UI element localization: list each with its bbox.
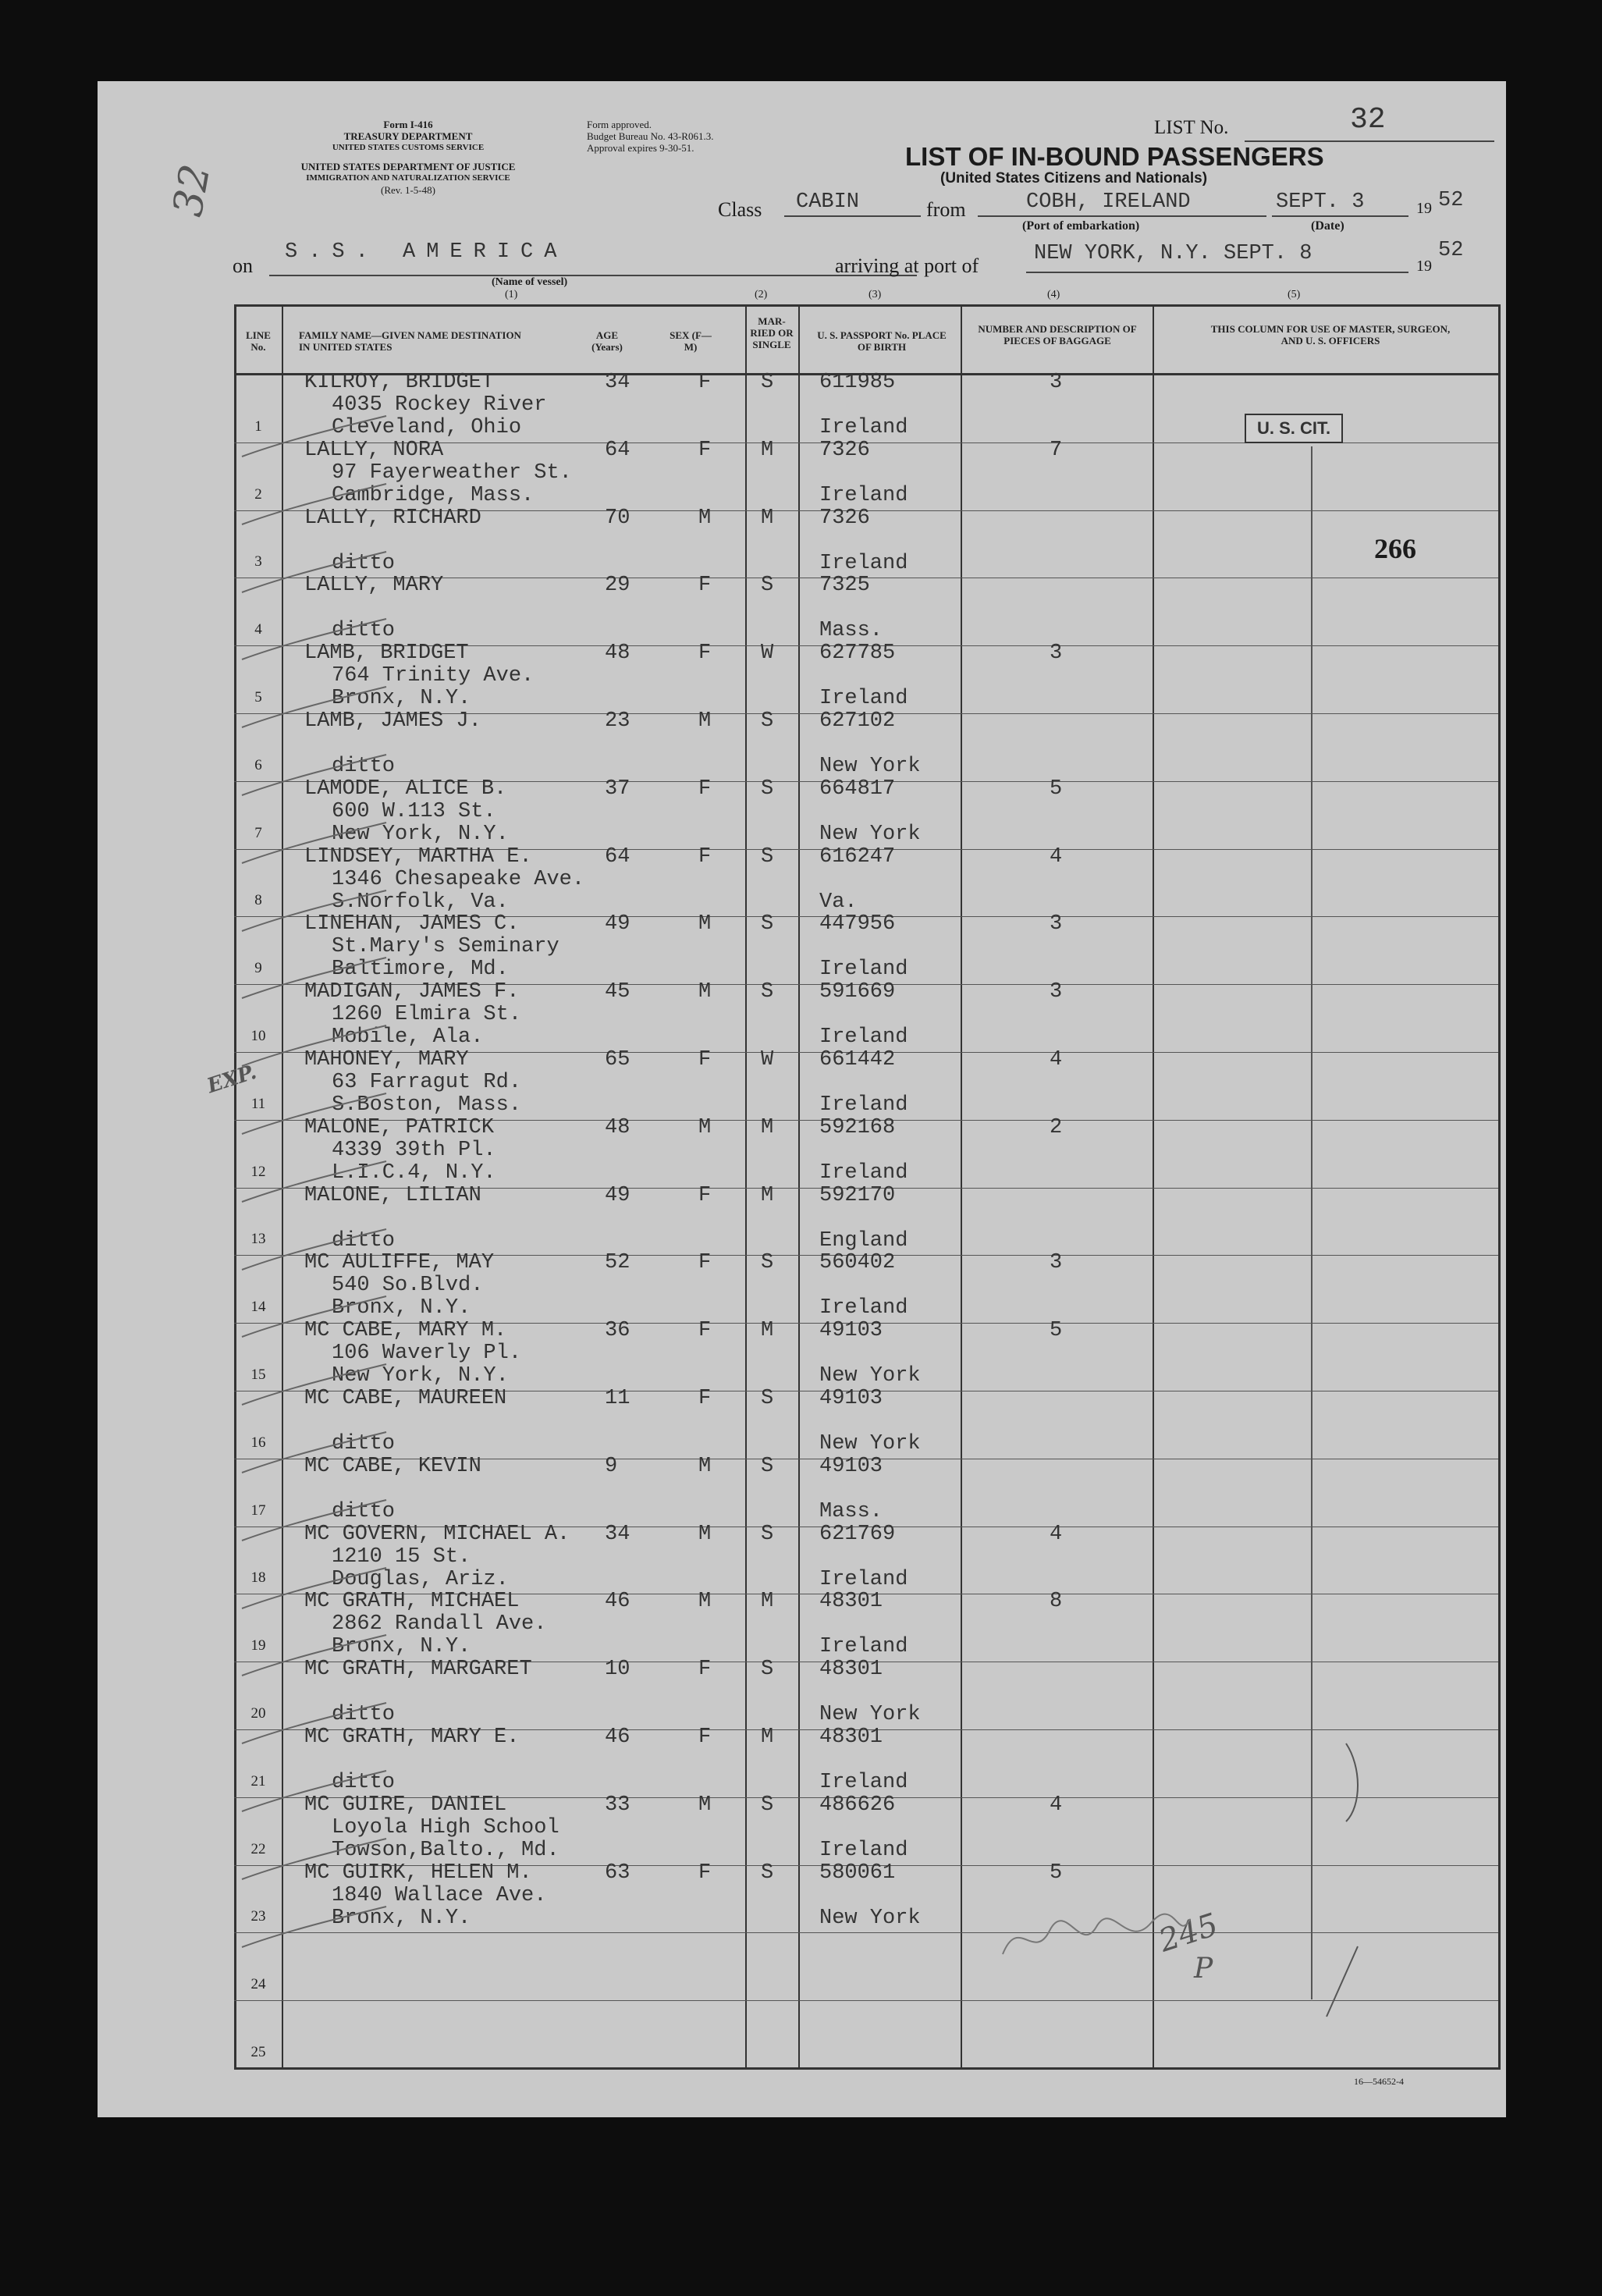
passenger-birthplace: Ireland <box>819 1567 908 1591</box>
list-number-label: LIST No. <box>1154 117 1229 138</box>
passenger-marital-status: S <box>761 1251 774 1275</box>
passenger-sex: F <box>698 777 712 801</box>
port-of-embarkation: COBH, IRELAND <box>1026 190 1191 214</box>
vessel-name: S.S. AMERICA <box>285 240 568 264</box>
line-number: 21 <box>250 1772 266 1790</box>
passenger-baggage: 4 <box>1050 1793 1063 1817</box>
passenger-birthplace: Ireland <box>819 483 908 507</box>
passenger-passport: 7326 <box>819 438 870 462</box>
passenger-marital-status: M <box>761 438 774 462</box>
line-number: 7 <box>254 824 262 841</box>
passenger-passport: 592168 <box>819 1115 896 1139</box>
passenger-sex: F <box>698 1183 712 1207</box>
page-title: LIST OF IN-BOUND PASSENGERS <box>905 142 1324 171</box>
passenger-destination: ditto <box>332 619 396 643</box>
passenger-passport: 48301 <box>819 1658 883 1682</box>
passenger-passport: 592170 <box>819 1183 896 1207</box>
passenger-sex: M <box>698 506 712 530</box>
passenger-marital-status: S <box>761 777 774 801</box>
line-number: 13 <box>250 1231 266 1248</box>
col-header-passport: U. S. PASSPORT No. PLACE OF BIRTH <box>817 329 947 353</box>
col-header-officers: THIS COLUMN FOR USE OF MASTER, SURGEON, AND U. S. OFFICERS <box>1210 323 1451 347</box>
passenger-passport: 49103 <box>819 1454 883 1478</box>
passenger-birthplace: Ireland <box>819 416 908 439</box>
line-number: 9 <box>254 960 262 977</box>
stamp-ditto-line <box>1311 446 1313 1999</box>
handwritten-initial: P <box>1194 1953 1213 1985</box>
col-header-age: AGE (Years) <box>591 329 623 353</box>
passenger-address: 4035 Rockey River <box>332 393 547 417</box>
passenger-address: 4339 39th Pl. <box>332 1138 496 1162</box>
passenger-birthplace: New York <box>819 1703 921 1727</box>
passenger-address: 1210 15 St. <box>332 1544 471 1569</box>
passenger-birthplace: Ireland <box>819 1025 908 1050</box>
passenger-address: 540 So.Blvd. <box>332 1274 484 1298</box>
passenger-passport: 49103 <box>819 1387 883 1410</box>
on-label: on <box>233 254 253 277</box>
passenger-age: 45 <box>605 980 630 1004</box>
passenger-name: MC AULIFFE, MAY <box>304 1251 495 1275</box>
line-number: 25 <box>250 2044 266 2060</box>
line-number: 17 <box>250 1502 266 1519</box>
passenger-baggage: 5 <box>1050 1319 1063 1343</box>
passenger-birthplace: New York <box>819 1906 921 1930</box>
passenger-passport: 580061 <box>819 1861 896 1885</box>
vessel-underline <box>269 275 917 276</box>
approval-line-3: Approval expires 9-30-51. <box>587 142 694 154</box>
manifest-sheet <box>98 81 1506 2117</box>
passenger-address: 1840 Wallace Ave. <box>332 1883 547 1907</box>
line-number: 6 <box>254 756 262 773</box>
passenger-baggage: 3 <box>1050 980 1063 1004</box>
passenger-address: St.Mary's Seminary <box>332 935 559 959</box>
passenger-sex: M <box>698 912 712 937</box>
passenger-passport: 486626 <box>819 1793 896 1817</box>
passenger-marital-status: M <box>761 506 774 530</box>
arrival-port: NEW YORK, N.Y. SEPT. 8 <box>1034 242 1313 265</box>
passenger-marital-status: S <box>761 1454 774 1478</box>
line-number: 15 <box>250 1367 266 1383</box>
check-stroke <box>238 1900 394 1955</box>
passenger-sex: F <box>698 642 712 666</box>
passenger-age: 34 <box>605 1522 630 1546</box>
passenger-name: MC CABE, MAUREEN <box>304 1387 507 1410</box>
passenger-baggage: 3 <box>1050 912 1063 937</box>
passenger-marital-status: M <box>761 1319 774 1343</box>
passenger-marital-status: S <box>761 1861 774 1885</box>
passenger-passport: 7326 <box>819 506 870 530</box>
passenger-marital-status: M <box>761 1590 774 1614</box>
line-number: 3 <box>254 553 262 570</box>
form-revision: (Rev. 1-5-48) <box>381 184 435 196</box>
passenger-passport: 48301 <box>819 1590 883 1614</box>
passenger-birthplace: Ireland <box>819 1093 908 1117</box>
col-header-line: LINE No. <box>246 329 271 353</box>
passenger-sex: M <box>698 1522 712 1546</box>
passenger-count: 266 <box>1374 533 1416 564</box>
margin-note: 32 <box>164 161 220 220</box>
line-number: 20 <box>250 1705 266 1722</box>
passenger-age: 36 <box>605 1319 630 1343</box>
passenger-passport: 664817 <box>819 777 896 801</box>
passenger-name: LAMODE, ALICE B. <box>304 777 507 801</box>
passenger-marital-status: S <box>761 574 774 598</box>
class-value: CABIN <box>796 190 860 214</box>
line-number: 10 <box>250 1028 266 1044</box>
exp-note: EXP. <box>204 1060 260 1099</box>
passenger-destination: ditto <box>332 551 396 575</box>
passenger-sex: M <box>698 1115 712 1139</box>
passenger-baggage: 5 <box>1050 777 1063 801</box>
passenger-passport: 560402 <box>819 1251 896 1275</box>
embarkation-date: SEPT. 3 <box>1276 190 1365 214</box>
passenger-birthplace: Ireland <box>819 1771 908 1794</box>
passenger-destination: Bronx, N.Y. <box>332 687 471 711</box>
passenger-age: 46 <box>605 1590 630 1614</box>
passenger-marital-status: S <box>761 1387 774 1410</box>
passenger-birthplace: Ireland <box>819 551 908 575</box>
passenger-name: MC GRATH, MICHAEL <box>304 1590 520 1614</box>
from-underline <box>978 215 1266 217</box>
passenger-sex: M <box>698 1454 712 1478</box>
date-underline <box>1272 215 1408 217</box>
passenger-address: 600 W.113 St. <box>332 799 496 823</box>
passenger-birthplace: England <box>819 1228 908 1253</box>
passenger-sex: M <box>698 980 712 1004</box>
row-rule <box>234 2000 1498 2001</box>
date-note: (Date) <box>1311 219 1344 233</box>
married-col-num: (2) <box>755 289 768 300</box>
passenger-baggage: 2 <box>1050 1115 1063 1139</box>
passenger-passport: 661442 <box>819 1048 896 1072</box>
line-number: 22 <box>250 1840 266 1857</box>
passenger-name: LALLY, NORA <box>304 438 444 462</box>
passenger-address: 1346 Chesapeake Ave. <box>332 867 585 891</box>
passenger-age: 63 <box>605 1861 630 1885</box>
list-number: 32 <box>1350 103 1386 137</box>
passenger-destination: ditto <box>332 1771 396 1794</box>
passenger-baggage: 4 <box>1050 1522 1063 1546</box>
passenger-destination: ditto <box>332 1228 396 1253</box>
passenger-destination: New York, N.Y. <box>332 822 509 846</box>
passenger-passport: 627102 <box>819 709 896 733</box>
passenger-destination: Douglas, Ariz. <box>332 1567 509 1591</box>
vessel-number: (1) <box>505 289 518 300</box>
passenger-birthplace: Ireland <box>819 1838 908 1862</box>
passenger-marital-status: M <box>761 1115 774 1139</box>
passenger-name: MADIGAN, JAMES F. <box>304 980 520 1004</box>
passenger-destination: Baltimore, Md. <box>332 958 509 982</box>
passenger-address: 1260 Elmira St. <box>332 1003 522 1027</box>
passenger-destination: Bronx, N.Y. <box>332 1906 471 1930</box>
passenger-age: 37 <box>605 777 630 801</box>
passenger-destination: Bronx, N.Y. <box>332 1635 471 1659</box>
passenger-marital-status: S <box>761 371 774 394</box>
passenger-sex: F <box>698 1387 712 1410</box>
passenger-baggage: 4 <box>1050 1048 1063 1072</box>
passenger-marital-status: W <box>761 1048 774 1072</box>
passenger-sex: M <box>698 709 712 733</box>
passenger-destination: Towson,Balto., Md. <box>332 1838 559 1862</box>
form-number: Form I-416 <box>383 119 433 130</box>
passport-col-num: (3) <box>868 289 882 300</box>
passenger-name: LAMB, JAMES J. <box>304 709 481 733</box>
passenger-sex: M <box>698 1590 712 1614</box>
passenger-passport: 627785 <box>819 642 896 666</box>
col-header-name: FAMILY NAME—GIVEN NAME DESTINATION IN UNITED STATES <box>299 329 521 353</box>
passenger-age: 52 <box>605 1251 630 1275</box>
check-mark <box>1315 1736 1377 2032</box>
officers-col-num: (5) <box>1288 289 1301 300</box>
department-of-justice: UNITED STATES DEPARTMENT OF JUSTICE <box>300 161 516 172</box>
passenger-marital-status: S <box>761 844 774 869</box>
passenger-birthplace: New York <box>819 1364 921 1388</box>
vessel-note: (Name of vessel) <box>492 276 568 288</box>
passenger-passport: 48301 <box>819 1726 883 1749</box>
customs-service: UNITED STATES CUSTOMS SERVICE <box>332 143 485 152</box>
passenger-age: 29 <box>605 574 630 598</box>
passenger-birthplace: Ireland <box>819 1296 908 1320</box>
handwritten-figure: 245 <box>1154 1907 1223 1960</box>
passenger-age: 23 <box>605 709 630 733</box>
passenger-age: 10 <box>605 1658 630 1682</box>
port-note: (Port of embarkation) <box>1022 219 1140 233</box>
passenger-address: 63 Farragut Rd. <box>332 1071 522 1094</box>
col-rule <box>961 304 962 2067</box>
passenger-baggage: 7 <box>1050 438 1063 462</box>
passenger-age: 65 <box>605 1048 630 1072</box>
passenger-destination: S.Boston, Mass. <box>332 1093 522 1117</box>
passenger-name: MC GUIRE, DANIEL <box>304 1793 507 1817</box>
passenger-destination: S.Norfolk, Va. <box>332 890 509 914</box>
passenger-birthplace: Ireland <box>819 687 908 711</box>
passenger-name: LINDSEY, MARTHA E. <box>304 844 532 869</box>
passenger-baggage: 4 <box>1050 844 1063 869</box>
passenger-baggage: 3 <box>1050 371 1063 394</box>
passenger-passport: 49103 <box>819 1319 883 1343</box>
passenger-name: MALONE, LILIAN <box>304 1183 481 1207</box>
print-code: 16—54652-4 <box>1354 2076 1404 2087</box>
class-underline <box>784 215 921 217</box>
col-header-baggage: NUMBER AND DESCRIPTION OF PIECES OF BAGGAGE <box>978 323 1137 347</box>
line-number: 2 <box>254 485 262 503</box>
line-number: 1 <box>254 418 262 435</box>
line-number: 11 <box>250 1095 266 1112</box>
passenger-address: Loyola High School <box>332 1815 559 1839</box>
passenger-name: LAMB, BRIDGET <box>304 642 469 666</box>
arriving-label: arriving at port of <box>835 254 979 277</box>
passenger-sex: F <box>698 371 712 394</box>
passenger-marital-status: S <box>761 1793 774 1817</box>
passenger-destination: Bronx, N.Y. <box>332 1296 471 1320</box>
passenger-marital-status: M <box>761 1183 774 1207</box>
arrival-year: 52 <box>1438 239 1464 262</box>
passenger-address: 764 Trinity Ave. <box>332 664 535 688</box>
passenger-destination: New York, N.Y. <box>332 1364 509 1388</box>
col-rule <box>745 304 747 2067</box>
row-rule <box>234 1932 1498 1933</box>
passenger-age: 49 <box>605 1183 630 1207</box>
passenger-age: 64 <box>605 438 630 462</box>
passenger-name: MC CABE, MARY M. <box>304 1319 507 1343</box>
passenger-name: MALONE, PATRICK <box>304 1115 495 1139</box>
passenger-destination: ditto <box>332 1703 396 1727</box>
line-number: 19 <box>250 1637 266 1654</box>
passenger-age: 48 <box>605 642 630 666</box>
passenger-sex: F <box>698 1251 712 1275</box>
passenger-sex: F <box>698 1726 712 1749</box>
handwritten-scribble <box>995 1907 1198 1970</box>
line-number: 12 <box>250 1163 266 1180</box>
passenger-sex: F <box>698 1048 712 1072</box>
passenger-passport: 447956 <box>819 912 896 937</box>
arrival-underline <box>1026 272 1408 273</box>
passenger-marital-status: S <box>761 1658 774 1682</box>
passenger-age: 34 <box>605 371 630 394</box>
passenger-address: 106 Waverly Pl. <box>332 1342 522 1366</box>
passenger-birthplace: New York <box>819 822 921 846</box>
passenger-passport: 611985 <box>819 371 896 394</box>
passenger-destination: ditto <box>332 755 396 778</box>
passenger-sex: F <box>698 1658 712 1682</box>
passenger-name: MC GRATH, MARY E. <box>304 1726 520 1749</box>
line-number: 5 <box>254 689 262 706</box>
passenger-marital-status: S <box>761 980 774 1004</box>
passenger-marital-status: M <box>761 1726 774 1749</box>
passenger-passport: 7325 <box>819 574 870 598</box>
approval-line-1: Form approved. <box>587 119 652 130</box>
passenger-sex: F <box>698 438 712 462</box>
passenger-birthplace: New York <box>819 1432 921 1455</box>
passenger-baggage: 3 <box>1050 642 1063 666</box>
ins-service: IMMIGRATION AND NATURALIZATION SERVICE <box>306 173 510 183</box>
col-rule <box>1153 304 1154 2067</box>
passenger-name: MC CABE, KEVIN <box>304 1454 481 1478</box>
passenger-address: 97 Fayerweather St. <box>332 460 572 485</box>
passenger-marital-status: S <box>761 1522 774 1546</box>
passenger-age: 49 <box>605 912 630 937</box>
passenger-age: 64 <box>605 844 630 869</box>
passenger-age: 48 <box>605 1115 630 1139</box>
citizenship-stamp: U. S. CIT. <box>1245 414 1343 443</box>
from-label: from <box>926 198 966 221</box>
passenger-passport: 591669 <box>819 980 896 1004</box>
passenger-birthplace: New York <box>819 755 921 778</box>
line-number: 18 <box>250 1569 266 1587</box>
line-number: 23 <box>250 1908 266 1925</box>
treasury-department: TREASURY DEPARTMENT <box>343 130 473 142</box>
passenger-sex: F <box>698 574 712 598</box>
passenger-baggage: 3 <box>1050 1251 1063 1275</box>
passenger-name: LINEHAN, JAMES C. <box>304 912 520 937</box>
passenger-destination: ditto <box>332 1499 396 1523</box>
passenger-name: KILROY, BRIDGET <box>304 371 495 394</box>
passenger-sex: F <box>698 844 712 869</box>
embarkation-year: 52 <box>1438 189 1464 212</box>
passenger-sex: F <box>698 1861 712 1885</box>
passenger-birthplace: Ireland <box>819 958 908 982</box>
line-number: 24 <box>250 1976 266 1993</box>
passenger-address: 2862 Randall Ave. <box>332 1612 547 1637</box>
passenger-name: MC GOVERN, MICHAEL A. <box>304 1522 570 1546</box>
passenger-name: MC GRATH, MARGARET <box>304 1658 532 1682</box>
passenger-destination: Cleveland, Ohio <box>332 416 522 439</box>
passenger-destination: Cambridge, Mass. <box>332 483 535 507</box>
passenger-passport: 616247 <box>819 844 896 869</box>
passenger-passport: 621769 <box>819 1522 896 1546</box>
page-subtitle: (United States Citizens and Nationals) <box>940 170 1208 187</box>
baggage-col-num: (4) <box>1047 289 1060 300</box>
col-rule <box>798 304 800 2067</box>
approval-line-2: Budget Bureau No. 43-R061.3. <box>587 130 714 142</box>
passenger-birthplace: Ireland <box>819 1635 908 1659</box>
passenger-birthplace: Mass. <box>819 1499 883 1523</box>
col-header-married: MAR-RIED OR SINGLE <box>750 315 794 350</box>
passenger-birthplace: Ireland <box>819 1160 908 1185</box>
year-prefix-1: 19 <box>1416 200 1432 217</box>
passenger-name: MC GUIRK, HELEN M. <box>304 1861 532 1885</box>
passenger-birthplace: Mass. <box>819 619 883 643</box>
line-number: 16 <box>250 1434 266 1451</box>
passenger-age: 11 <box>605 1387 630 1410</box>
passenger-sex: F <box>698 1319 712 1343</box>
passenger-name: LALLY, MARY <box>304 574 444 598</box>
col-header-sex: SEX (F—M) <box>670 329 712 353</box>
passenger-sex: M <box>698 1793 712 1817</box>
passenger-name: LALLY, RICHARD <box>304 506 481 530</box>
line-number: 8 <box>254 892 262 909</box>
passenger-baggage: 5 <box>1050 1861 1063 1885</box>
passenger-marital-status: S <box>761 709 774 733</box>
passenger-marital-status: S <box>761 912 774 937</box>
passenger-destination: ditto <box>332 1432 396 1455</box>
passenger-age: 33 <box>605 1793 630 1817</box>
passenger-destination: L.I.C.4, N.Y. <box>332 1160 496 1185</box>
passenger-age: 46 <box>605 1726 630 1749</box>
year-prefix-2: 19 <box>1416 258 1432 275</box>
passenger-name: MAHONEY, MARY <box>304 1048 469 1072</box>
passenger-destination: Mobile, Ala. <box>332 1025 484 1050</box>
passenger-marital-status: W <box>761 642 774 666</box>
passenger-age: 70 <box>605 506 630 530</box>
passenger-baggage: 8 <box>1050 1590 1063 1614</box>
passenger-birthplace: Va. <box>819 890 858 914</box>
line-number: 14 <box>250 1299 266 1316</box>
class-label: Class <box>718 198 762 221</box>
passenger-age: 9 <box>605 1454 618 1478</box>
line-number: 4 <box>254 621 262 638</box>
